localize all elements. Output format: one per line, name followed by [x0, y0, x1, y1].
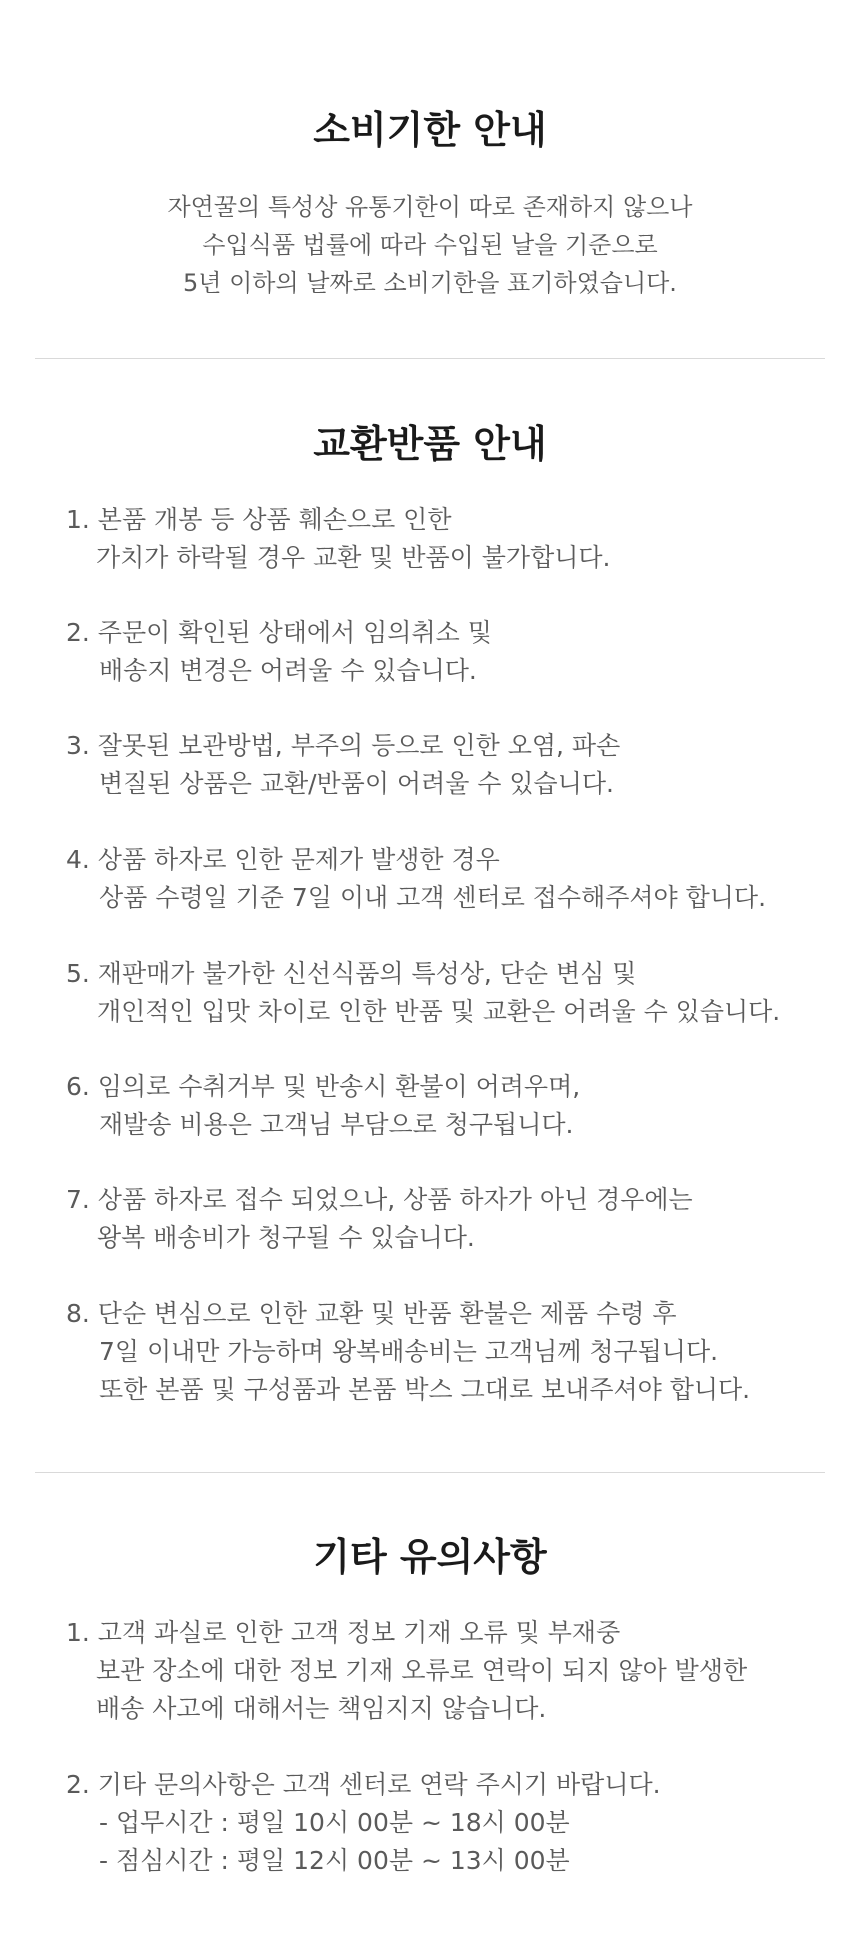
expiry-line: 수입식품 법률에 따라 수입된 날을 기준으로 [202, 231, 658, 259]
notice-title: 기타 유의사항 [313, 1535, 547, 1579]
exchange-item-detail: 가치가 하락될 경우 교환 및 반품이 불가합니다. [96, 543, 611, 572]
expiry-description [0, 188, 860, 302]
section-divider [35, 358, 825, 359]
exchange-item-detail: 7일 이내만 가능하며 왕복배송비는 고객님께 청구됩니다. [99, 1337, 719, 1366]
exchange-item-heading: 3. 잘못된 보관방법, 부주의 등으로 인한 오염, 파손 [66, 731, 621, 760]
notice-item-detail: 배송 사고에 대해서는 책임지지 않습니다. [96, 1694, 547, 1723]
exchange-item-heading: 4. 상품 하자로 인한 문제가 발생한 경우 [66, 845, 500, 874]
notice-item-heading: 1. 고객 과실로 인한 고객 정보 기재 오류 및 부재중 [66, 1618, 621, 1647]
notice-item-heading: 2. 기타 문의사항은 고객 센터로 연락 주시기 바랍니다. [66, 1770, 661, 1799]
notice-item-detail: 보관 장소에 대한 정보 기재 오류로 연락이 되지 않아 발생한 [96, 1656, 748, 1685]
exchange-item-heading: 5. 재판매가 불가한 신선식품의 특성상, 단순 변심 및 [66, 959, 637, 988]
exchange-item-detail: 상품 수령일 기준 7일 이내 고객 센터로 접수해주셔야 합니다. [99, 883, 767, 912]
expiry-line: 5년 이하의 날짜로 소비기한을 표기하였습니다. [183, 269, 677, 297]
exchange-item-detail: 또한 본품 및 구성품과 본품 박스 그대로 보내주셔야 합니다. [99, 1375, 751, 1404]
business-hours: - 업무시간 : 평일 10시 00분 ~ 18시 00분 [99, 1808, 570, 1837]
exchange-item-heading: 8. 단순 변심으로 인한 교환 및 반품 환불은 제품 수령 후 [66, 1299, 677, 1328]
exchange-item-detail: 개인적인 입맛 차이로 인한 반품 및 교환은 어려울 수 있습니다. [97, 997, 781, 1026]
exchange-item-detail: 왕복 배송비가 청구될 수 있습니다. [97, 1223, 475, 1252]
section-divider [35, 1472, 825, 1473]
lunch-hours: - 점심시간 : 평일 12시 00분 ~ 13시 00분 [99, 1846, 570, 1875]
expiry-line: 자연꿀의 특성상 유통기한이 따로 존재하지 않으나 [167, 193, 693, 221]
exchange-item-heading: 1. 본품 개봉 등 상품 훼손으로 인한 [66, 505, 452, 534]
expiry-title: 소비기한 안내 [313, 108, 547, 152]
exchange-item-detail: 변질된 상품은 교환/반품이 어려울 수 있습니다. [99, 769, 614, 798]
exchange-item-heading: 6. 임의로 수취거부 및 반송시 환불이 어려우며, [66, 1072, 581, 1101]
exchange-item-heading: 7. 상품 하자로 접수 되었으나, 상품 하자가 아닌 경우에는 [66, 1185, 693, 1214]
exchange-item-detail: 재발송 비용은 고객님 부담으로 청구됩니다. [99, 1110, 574, 1139]
exchange-title: 교환반품 안내 [313, 422, 547, 466]
exchange-item-heading: 2. 주문이 확인된 상태에서 임의취소 및 [66, 618, 492, 647]
exchange-item-detail: 배송지 변경은 어려울 수 있습니다. [99, 656, 477, 685]
